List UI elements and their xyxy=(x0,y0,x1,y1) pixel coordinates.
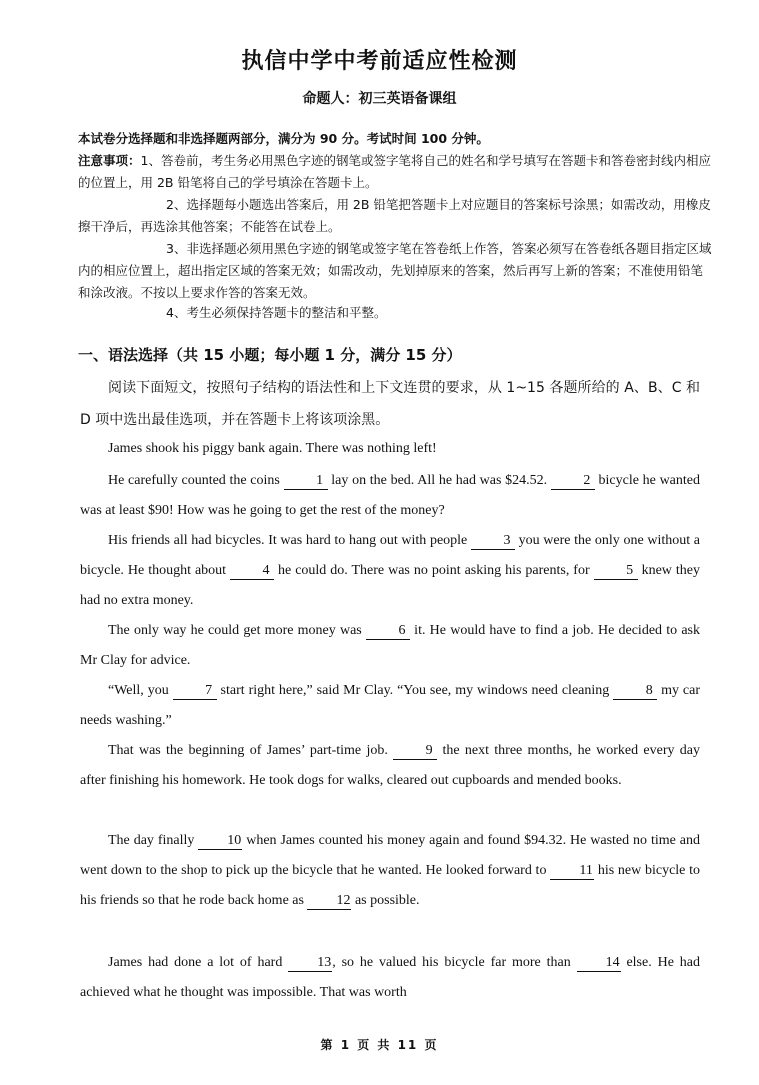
notice-text-2: 2、选择题每小题选出答案后，用 2B 铅笔把答题卡上对应题目的答案标号涂黑；如需改动，用橡皮擦干净后，再选涂其他答案；不能答在试卷上。 xyxy=(78,197,711,234)
exam-info xyxy=(78,128,712,150)
passage-text: bicycle he wanted was at least $90! How was he going to get the rest of the money? xyxy=(80,473,700,518)
blank-11: 11 xyxy=(550,863,594,880)
blank-5: 5 xyxy=(594,563,638,580)
passage-text: the next three months, he worked every day after finishing his homework. He took dogs for walks, cleared out cupboards and mended books. xyxy=(80,743,700,788)
passage-paragraph-2 xyxy=(80,466,700,526)
passage-text: James shook his piggy bank again. There was nothing left! xyxy=(108,441,437,456)
passage-text: The day finally xyxy=(108,833,199,848)
passage-text: he could do. There was no point asking his parents, for xyxy=(274,563,594,578)
page-footer: 第 1 页 共 11 页 xyxy=(320,1038,439,1052)
notice-item-3 xyxy=(78,238,712,304)
notice-item-1 xyxy=(78,150,712,194)
passage-text: He carefully counted the coins xyxy=(108,473,284,488)
section-instruction: 阅读下面短文，按照句子结构的语法性和上下文连贯的要求，从 1~15 各题所给的 A、B、C 和 D 项中选出最佳选项，并在答题卡上将该项涂黑。 xyxy=(80,380,700,428)
passage-text: when James counted his money again and found $94.32. He wasted no time and went down to the shop to pick up the bicycle that he wanted. He looked forward to xyxy=(80,833,700,878)
notice-text-1: 1、答卷前，考生务必用黑色字迹的钢笔或签字笔将自己的姓名和学号填写在答题卡和答卷密封线内相应的位置上，用 2B 铅笔将自己的学号填涂在答题卡上。 xyxy=(78,153,711,190)
notice-text-3: 3、非选择题必须用黑色字迹的钢笔或签字笔在答卷纸上作答，答案必须写在答卷纸各题目指定区域内的相应位置上，超出指定区域的答案无效；如需改动，先划掉原来的答案，然后再写上新的答案；不准使用铅笔和涂改液。不按以上要求作答的答案无效。 xyxy=(78,241,712,300)
passage-paragraph-7 xyxy=(80,826,700,916)
passage-text: His friends all had bicycles. It was hard to hang out with people xyxy=(108,533,471,548)
section-heading: 一、语法选择（共 15 小题；每小题 1 分，满分 15 分） xyxy=(78,346,462,364)
passage-paragraph-1 xyxy=(80,434,700,464)
passage-paragraph-8 xyxy=(80,948,700,1008)
blank-4: 4 xyxy=(230,563,274,580)
passage-text: “Well, you xyxy=(108,683,173,698)
passage-paragraph-3 xyxy=(80,526,700,616)
notice-text-4: 4、考生必须保持答题卡的整洁和平整。 xyxy=(166,305,387,320)
passage-text: , so he valued his bicycle far more than xyxy=(332,955,577,970)
notice-item-4 xyxy=(78,302,712,324)
blank-14: 14 xyxy=(577,955,621,972)
exam-info-text: 本试卷分选择题和非选择题两部分，满分为 90 分。考试时间 100 分钟。 xyxy=(78,131,489,146)
notice-item-2 xyxy=(78,194,712,238)
passage-paragraph-4 xyxy=(80,616,700,676)
passage-text: as possible. xyxy=(351,893,420,908)
blank-3: 3 xyxy=(471,533,515,550)
notice-label: 注意事项： xyxy=(78,153,141,168)
passage-text: knew they had no extra money. xyxy=(80,563,700,608)
passage-text: it. He would have to find a job. He decided to ask Mr Clay for advice. xyxy=(80,623,701,668)
blank-8: 8 xyxy=(613,683,657,700)
passage-paragraph-5 xyxy=(80,676,700,736)
passage-text: James had done a lot of hard xyxy=(108,955,289,970)
passage-text: else. He had achieved what he thought was impossible. That was worth xyxy=(80,955,700,1000)
blank-7: 7 xyxy=(173,683,217,700)
blank-2: 2 xyxy=(551,473,595,490)
blank-6: 6 xyxy=(366,623,410,640)
passage-text: The only way he could get more money was xyxy=(108,623,366,638)
passage-text: lay on the bed. All he had was $24.52. xyxy=(327,473,548,488)
passage-paragraph-6 xyxy=(80,736,700,796)
blank-1: 1 xyxy=(284,473,328,490)
blank-10: 10 xyxy=(198,833,242,850)
passage-text: That was the beginning of James’ part-time job. xyxy=(108,743,394,758)
author-line: 命题人：初三英语备课组 xyxy=(302,91,457,107)
blank-13: 13 xyxy=(288,955,332,972)
blank-9: 9 xyxy=(393,743,437,760)
passage-text: his new bicycle to his friends so that he rode back home as xyxy=(80,863,700,908)
passage-text: you were the only one without a bicycle. He thought about xyxy=(80,533,700,578)
passage-text: start right here,” said Mr Clay. “You see, my windows need cleaning xyxy=(216,683,614,698)
passage-text: my car needs washing.” xyxy=(80,683,700,728)
blank-12: 12 xyxy=(307,893,351,910)
page-title: 执信中学中考前适应性检测 xyxy=(241,49,518,74)
